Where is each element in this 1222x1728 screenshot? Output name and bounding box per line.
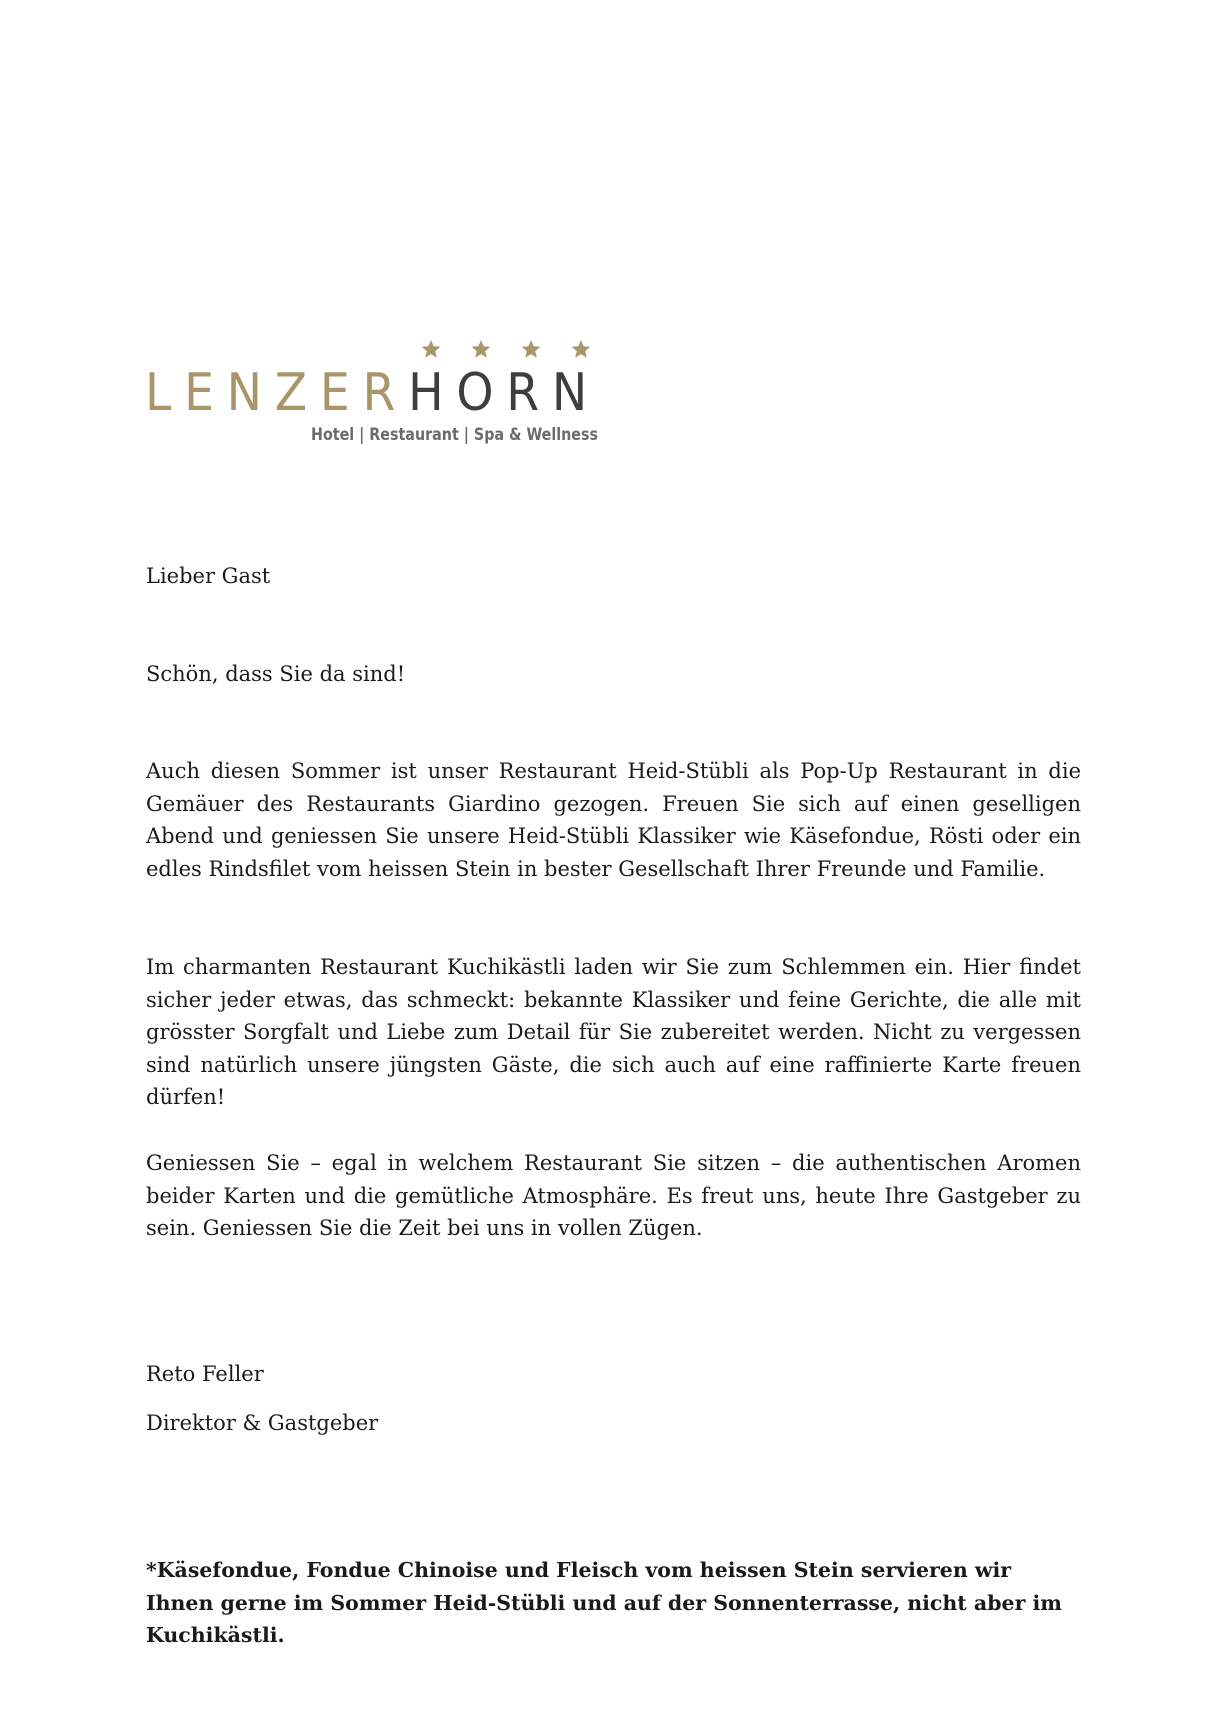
logo-svg — [145, 340, 620, 450]
logo-stars — [422, 340, 591, 358]
star-icon — [422, 340, 441, 358]
star-icon — [472, 340, 491, 358]
star-icon — [572, 340, 591, 358]
logo-name-part2: HORN — [408, 363, 620, 423]
footnote: *Käsefondue, Fondue Chinoise und Fleisch vom heissen Stein servieren wir Ihnen gerne im Sommer Heid-Stübli und auf der Sonnenterrasse, nicht aber im Kuchikästli. — [146, 1558, 1062, 1647]
logo-name-part1: LENZER — [145, 363, 435, 423]
star-icon — [522, 340, 541, 358]
paragraph-closing: Geniessen Sie – egal in welchem Restaurant Sie sitzen – die authentischen Aromen beider Karten und die gemütliche Atmosphäre. Es freut uns, heute Ihre Gastgeber zu sein. Geniessen Sie die Zeit bei uns in vollen Zügen. — [146, 1151, 1081, 1240]
signature-name: Reto Feller — [146, 1362, 264, 1386]
svg-text:LENZERHORN — [145, 363, 620, 423]
paragraph-heid-stuebli: Auch diesen Sommer ist unser Restaurant Heid-Stübli als Pop-Up Restaurant in die Gemäuer des Restaurants Giardino gezogen. Freuen Sie sich auf einen geselligen Abend und geniessen Sie unsere Heid-Stübli Klassiker wie Käsefondue, Rösti oder ein edles Rindsfilet vom heissen Stein in bester Gesellschaft Ihrer Freunde und Familie. — [146, 759, 1081, 881]
paragraph-kuchikaestli: Im charmanten Restaurant Kuchikästli laden wir Sie zum Schlemmen ein. Hier findet sicher jeder etwas, das schmeckt: bekannte Klassiker und feine Gerichte, die alle mit grösster Sorgfalt und Liebe zum Detail für Sie zubereitet werden. Nicht zu vergessen sind natürlich unsere jüngsten Gäste, die sich auch auf eine raffinierte Karte freuen dürfen! — [146, 955, 1081, 1109]
logo-tagline: Hotel | Restaurant | Spa & Wellness — [311, 425, 598, 445]
salutation: Lieber Gast — [146, 564, 271, 588]
greeting: Schön, dass Sie da sind! — [146, 662, 406, 686]
lenzerhorn-logo — [145, 340, 620, 450]
signature-title: Direktor & Gastgeber — [146, 1411, 379, 1435]
